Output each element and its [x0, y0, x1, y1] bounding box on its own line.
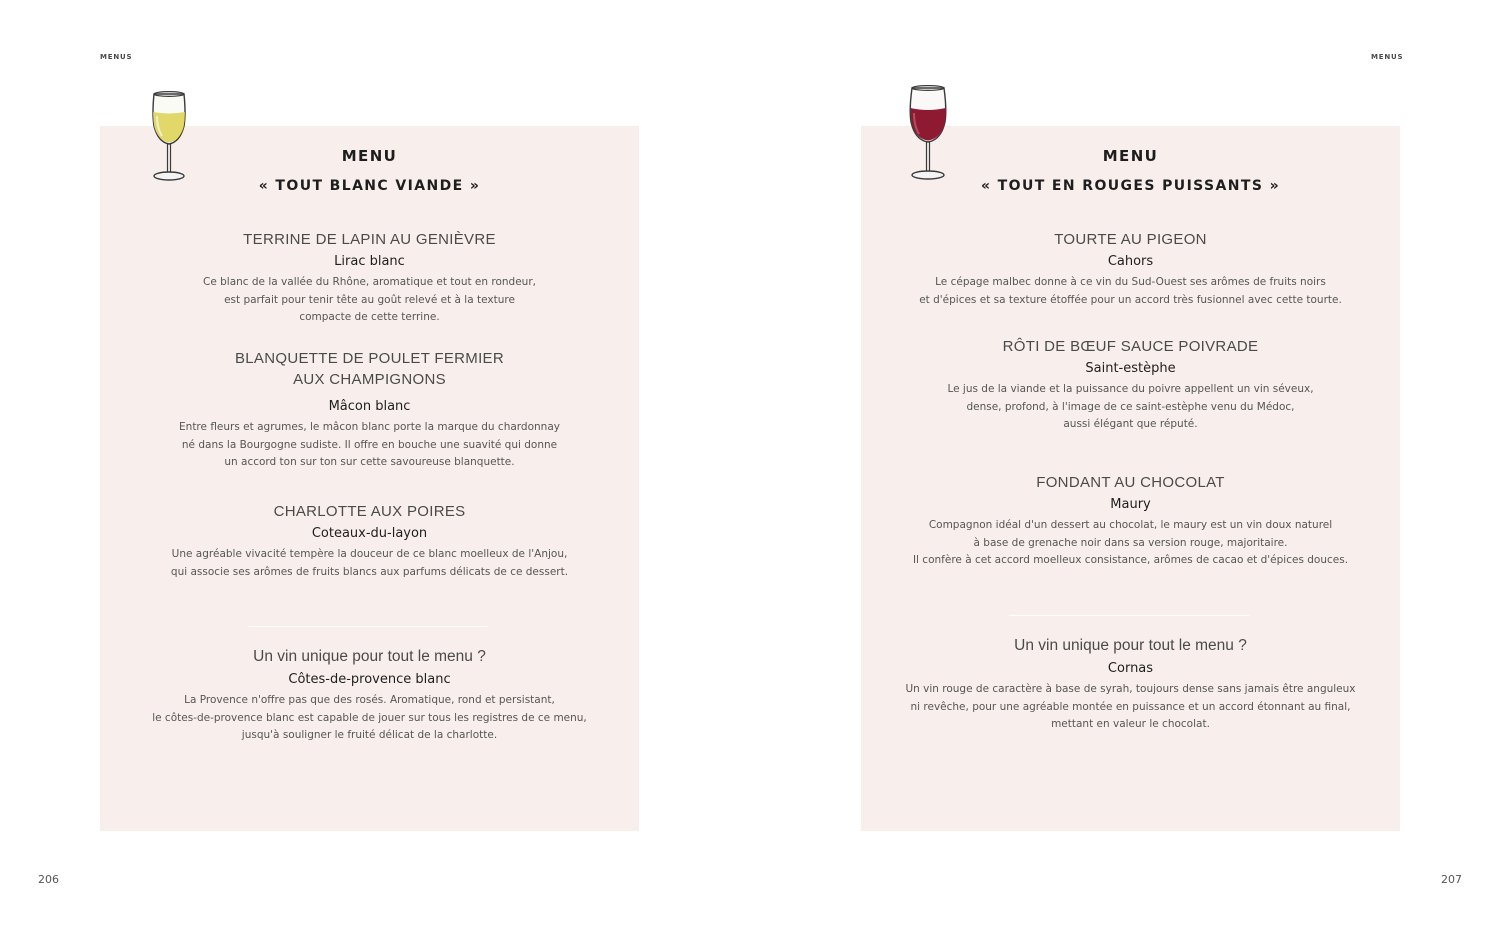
wine-name: Mâcon blanc [328, 399, 411, 414]
running-head-left: MENUS [100, 53, 133, 61]
left-menu-panel [100, 126, 639, 831]
page-number-left: 206 [38, 873, 59, 886]
wine-description: Le cépage malbec donne à ce vin du Sud-Ouest ses arômes de fruits noirs et d'épices et sa texture étoffée pour un accord très fusionnel avec cette tourte. [919, 276, 1342, 306]
dish-name: TOURTE AU PIGEON [1054, 231, 1207, 248]
wine-name: Saint-estèphe [1085, 361, 1176, 376]
left-unique-wine [100, 646, 639, 745]
running-head-right: MENUS [1371, 53, 1404, 61]
wine-name: Cornas [1107, 661, 1154, 676]
left-menu-subtitle: « TOUT BLANC VIANDE » [258, 178, 481, 194]
unique-wine-question: Un vin unique pour tout le menu ? [253, 648, 486, 665]
wine-name: Cahors [1107, 254, 1154, 269]
wine-description: Compagnon idéal d'un dessert au chocolat, le maury est un vin doux naturel à base de grenache noir dans sa version rouge, majoritaire. Il confère à cet accord moelleux consistance, arômes de cacao et d'épices douces. [912, 519, 1349, 567]
left-course-1 [100, 229, 639, 327]
left-menu-title: MENU [341, 147, 398, 165]
left-course-2 [100, 348, 639, 472]
right-course-2 [861, 336, 1400, 434]
right-course-3 [861, 472, 1400, 570]
section-divider [1009, 615, 1249, 616]
white-wine-glass-icon [148, 88, 190, 184]
dish-name: FONDANT AU CHOCOLAT [1036, 474, 1225, 491]
unique-wine-question: Un vin unique pour tout le menu ? [1014, 637, 1247, 654]
dish-name: BLANQUETTE DE POULET FERMIER AUX CHAMPIGNONS [234, 350, 504, 388]
page-number-right: 207 [1441, 873, 1462, 886]
right-menu-panel [861, 126, 1400, 831]
right-unique-wine [861, 635, 1400, 734]
wine-name: Maury [1110, 497, 1151, 512]
wine-name: Lirac blanc [334, 254, 405, 269]
wine-name: Côtes-de-provence blanc [288, 672, 451, 687]
right-menu-subtitle: « TOUT EN ROUGES PUISSANTS » [980, 178, 1281, 194]
wine-description: Le jus de la viande et la puissance du poivre appellent un vin séveux, dense, profond, à l'image de ce saint-estèphe venu du Médoc, aussi élégant que réputé. [947, 383, 1314, 431]
right-course-1 [861, 229, 1400, 309]
wine-description: La Provence n'offre pas que des rosés. Aromatique, rond et persistant, le côtes-de-provence blanc est capable de jouer sur tous les registres de ce menu, jusqu'à souligner le fruité délicat de la charlotte. [152, 694, 587, 742]
dish-name: TERRINE DE LAPIN AU GENIÈVRE [243, 231, 496, 248]
section-divider [248, 626, 488, 627]
wine-description: Un vin rouge de caractère à base de syrah, toujours dense sans jamais être anguleux ni revêche, pour une agréable montée en puissance et un accord étonnant au final, mettant en valeur le chocolat. [905, 683, 1356, 731]
wine-name: Coteaux-du-layon [311, 526, 428, 541]
right-menu-title: MENU [1102, 147, 1159, 165]
dish-name: RÔTI DE BŒUF SAUCE POIVRADE [1002, 338, 1259, 355]
red-wine-glass-icon [906, 82, 950, 184]
wine-description: Ce blanc de la vallée du Rhône, aromatique et tout en rondeur, est parfait pour tenir tête au goût relevé et à la texture compacte de cette terrine. [202, 276, 536, 324]
dish-name: CHARLOTTE AUX POIRES [273, 503, 466, 520]
left-course-3 [100, 501, 639, 581]
wine-description: Une agréable vivacité tempère la douceur de ce blanc moelleux de l'Anjou, qui associe ses arômes de fruits blancs aux parfums délicats de ce dessert. [170, 548, 569, 578]
wine-description: Entre fleurs et agrumes, le mâcon blanc porte la marque du chardonnay né dans la Bourgogne sudiste. Il offre en bouche une suavité qui donne un accord ton sur ton sur cette savoureuse blanquette. [179, 421, 560, 469]
